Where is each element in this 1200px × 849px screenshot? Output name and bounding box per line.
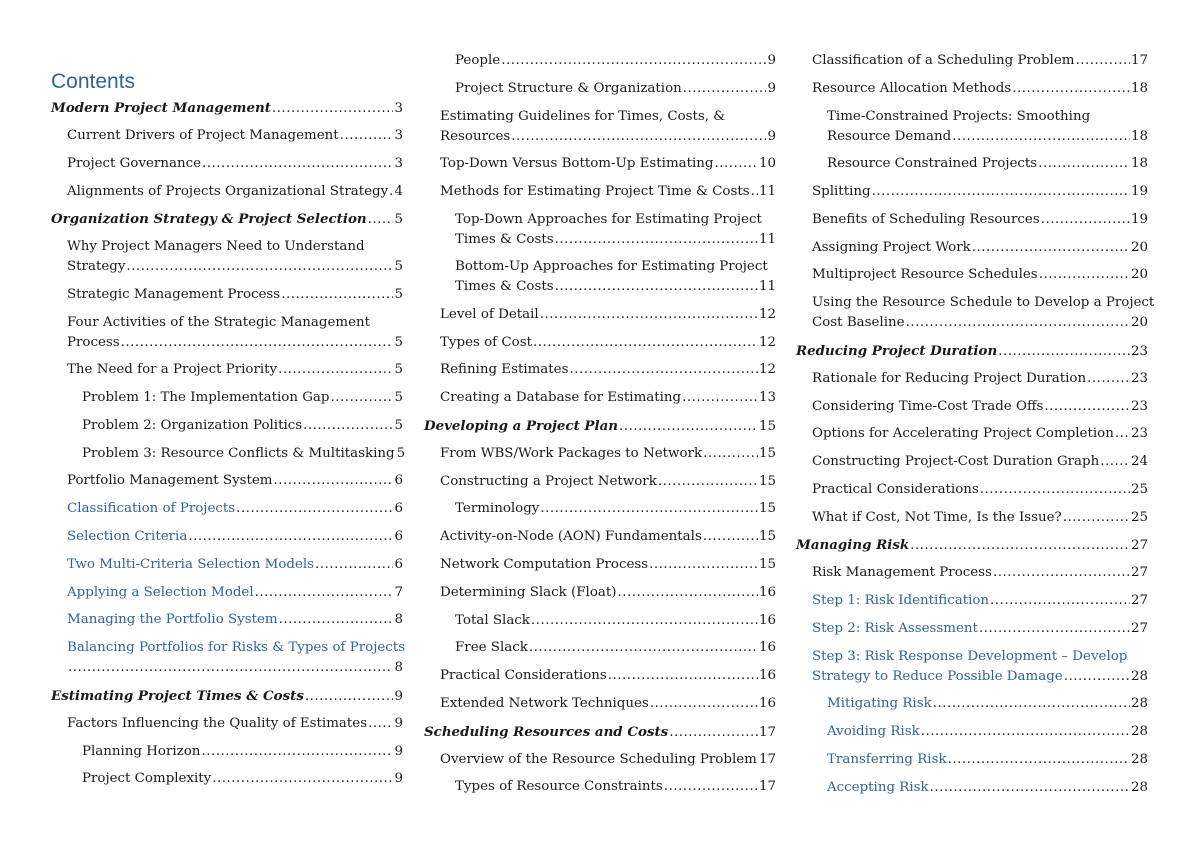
toc-entry bbox=[796, 397, 1148, 417]
toc-page-number: 5 bbox=[394, 259, 403, 274]
toc-page-number: 17 bbox=[758, 725, 776, 740]
toc-page-number: 5 bbox=[394, 335, 403, 350]
dot-leader bbox=[68, 658, 393, 678]
toc-entry[interactable] bbox=[51, 610, 403, 630]
toc-entry-title: From WBS/Work Packages to Network bbox=[440, 446, 703, 461]
toc-page-number: 6 bbox=[394, 501, 403, 516]
toc-entry-title: Managing the Portfolio System bbox=[67, 612, 278, 627]
toc-entry-title-line1: Top-Down Approaches for Estimating Project bbox=[455, 212, 762, 227]
toc-entry bbox=[424, 107, 776, 147]
toc-page-number: 27 bbox=[1130, 621, 1148, 636]
toc-entry bbox=[424, 360, 776, 380]
toc-entry-title: What if Cost, Not Time, Is the Issue? bbox=[812, 510, 1062, 525]
toc-entry-title: Cost Baseline bbox=[812, 315, 905, 330]
toc-entry bbox=[51, 313, 403, 353]
dot-leader bbox=[906, 313, 1130, 333]
toc-page-number: 6 bbox=[394, 529, 403, 544]
dot-leader bbox=[555, 277, 758, 297]
toc-page-number: 9 bbox=[394, 771, 403, 786]
toc-entry-title: Resource Constrained Projects bbox=[827, 156, 1038, 171]
toc-page-number: 20 bbox=[1130, 240, 1148, 255]
toc-page-number: 9 bbox=[394, 716, 403, 731]
toc-entry bbox=[51, 237, 403, 277]
dot-leader bbox=[658, 472, 758, 492]
toc-entry bbox=[796, 480, 1148, 500]
dot-leader bbox=[921, 722, 1130, 742]
dot-leader bbox=[910, 535, 1130, 556]
toc-entry-title: Level of Detail bbox=[440, 307, 539, 322]
toc-entry bbox=[796, 79, 1148, 99]
toc-entry-title: Step 2: Risk Assessment bbox=[812, 621, 978, 636]
toc-page-number: 11 bbox=[758, 279, 776, 294]
dot-leader bbox=[272, 98, 394, 119]
dot-leader bbox=[511, 127, 766, 147]
toc-entry bbox=[424, 416, 776, 437]
toc-entry bbox=[51, 769, 403, 789]
toc-entry-title: Two Multi-Criteria Selection Models bbox=[67, 557, 315, 572]
toc-entry-title-line1: Why Project Managers Need to Understand bbox=[67, 239, 365, 254]
toc-entry bbox=[796, 265, 1148, 285]
toc-entry-title: People bbox=[455, 53, 501, 68]
dot-leader bbox=[1044, 397, 1130, 417]
toc-entry bbox=[424, 527, 776, 547]
toc-entry-title: Refining Estimates bbox=[440, 362, 569, 377]
toc-entry bbox=[796, 369, 1148, 389]
toc-entry bbox=[51, 686, 403, 707]
toc-page-number: 9 bbox=[767, 53, 776, 68]
toc-entry-title: Methods for Estimating Project Time & Costs bbox=[440, 184, 750, 199]
toc-page-number: 15 bbox=[758, 419, 776, 434]
dot-leader bbox=[305, 686, 394, 707]
toc-page-number: 18 bbox=[1130, 129, 1148, 144]
toc-entry bbox=[51, 98, 403, 119]
toc-entry-title: Project Complexity bbox=[82, 771, 212, 786]
toc-entry bbox=[796, 107, 1148, 147]
toc-entry-title: Strategy bbox=[67, 259, 126, 274]
toc-page-number: 23 bbox=[1130, 371, 1148, 386]
toc-page-number: 3 bbox=[394, 128, 403, 143]
toc-entry-title: Avoiding Risk bbox=[827, 724, 920, 739]
toc-entry[interactable] bbox=[51, 555, 403, 575]
toc-entry bbox=[424, 305, 776, 325]
toc-entry-title-line1: Bottom-Up Approaches for Estimating Project bbox=[455, 259, 768, 274]
toc-entry-title: Applying a Selection Model bbox=[67, 585, 254, 600]
toc-entry-title-line1: Estimating Guidelines for Times, Costs, & bbox=[440, 109, 726, 124]
toc-page-number: 20 bbox=[1130, 315, 1148, 330]
dot-leader bbox=[608, 666, 758, 686]
toc-entry bbox=[796, 182, 1148, 202]
toc-entry bbox=[51, 714, 403, 734]
toc-page-number: 23 bbox=[1130, 344, 1148, 359]
toc-entry-title: Network Computation Process bbox=[440, 557, 649, 572]
toc-entry bbox=[796, 341, 1148, 362]
toc-entry bbox=[51, 742, 403, 762]
toc-entry bbox=[424, 638, 776, 658]
dot-leader bbox=[664, 777, 758, 797]
dot-leader bbox=[330, 388, 393, 408]
toc-entry-title: Determining Slack (Float) bbox=[440, 585, 617, 600]
toc-page-number: 12 bbox=[758, 307, 776, 322]
toc-page-number: 16 bbox=[758, 640, 776, 655]
dot-leader bbox=[972, 238, 1130, 258]
toc-entry-title: Creating a Database for Estimating bbox=[440, 390, 682, 405]
toc-entry bbox=[51, 444, 406, 464]
dot-leader bbox=[279, 610, 394, 630]
dot-leader bbox=[278, 360, 393, 380]
toc-entry-title-line1: Four Activities of the Strategic Management bbox=[67, 315, 371, 330]
toc-entry-title: Resource Demand bbox=[827, 129, 952, 144]
toc-entry-title: Overview of the Resource Scheduling Problem bbox=[440, 752, 757, 767]
dot-leader bbox=[715, 154, 758, 174]
dot-leader bbox=[368, 209, 394, 230]
dot-leader bbox=[531, 611, 758, 631]
toc-entry-title: Constructing Project-Cost Duration Graph bbox=[812, 454, 1100, 469]
dot-leader bbox=[540, 499, 758, 519]
dot-leader bbox=[1100, 452, 1130, 472]
dot-leader bbox=[1012, 79, 1130, 99]
toc-page-number: 5 bbox=[394, 212, 403, 227]
toc-page-number: 5 bbox=[396, 446, 406, 461]
dot-leader bbox=[255, 583, 394, 603]
toc-page-number: 5 bbox=[394, 390, 403, 405]
toc-page-number: 19 bbox=[1130, 212, 1148, 227]
toc-entry-title: Practical Considerations bbox=[440, 668, 607, 683]
toc-page-number: 15 bbox=[758, 446, 776, 461]
dot-leader bbox=[540, 305, 758, 325]
toc-page-number: 27 bbox=[1130, 538, 1148, 553]
dot-leader bbox=[703, 527, 758, 547]
toc-page-number: 15 bbox=[758, 474, 776, 489]
dot-leader bbox=[751, 182, 758, 202]
toc-entry[interactable] bbox=[796, 647, 1148, 687]
dot-leader bbox=[121, 333, 394, 353]
toc-entry bbox=[424, 777, 776, 797]
toc-entry bbox=[424, 750, 776, 770]
toc-entry bbox=[796, 563, 1148, 583]
toc-entry-title: Practical Considerations bbox=[812, 482, 979, 497]
toc-entry bbox=[51, 388, 403, 408]
toc-entry-title: Types of Cost bbox=[440, 335, 532, 350]
toc-page-number: 11 bbox=[758, 232, 776, 247]
toc-entry-title: Modern Project Management bbox=[51, 100, 271, 116]
toc-page-number: 6 bbox=[394, 473, 403, 488]
toc-page-number: 9 bbox=[767, 129, 776, 144]
toc-entry-title: Strategic Management Process bbox=[67, 287, 281, 302]
toc-entry-title: Resource Allocation Methods bbox=[812, 81, 1012, 96]
toc-entry-title: Portfolio Management System bbox=[67, 473, 273, 488]
toc-entry-title: Estimating Project Times & Costs bbox=[51, 688, 304, 704]
toc-page-number: 23 bbox=[1130, 399, 1148, 414]
toc-page-number: 13 bbox=[758, 390, 776, 405]
toc-entry-title: Selection Criteria bbox=[67, 529, 188, 544]
dot-leader bbox=[872, 182, 1130, 202]
toc-page-number: 9 bbox=[394, 689, 403, 704]
toc-entry bbox=[424, 611, 776, 631]
toc-page-number: 8 bbox=[394, 612, 403, 627]
toc-page-number: 15 bbox=[758, 501, 776, 516]
toc-entry bbox=[424, 79, 776, 99]
dot-leader bbox=[529, 638, 758, 658]
toc-entry bbox=[796, 154, 1148, 174]
toc-entry bbox=[424, 182, 776, 202]
toc-entry[interactable] bbox=[51, 527, 403, 547]
toc-entry-title: Types of Resource Constraints bbox=[455, 779, 663, 794]
dot-leader bbox=[1039, 265, 1130, 285]
dot-leader bbox=[533, 333, 758, 353]
toc-entry bbox=[51, 471, 403, 491]
toc-entry-title: Constructing a Project Network bbox=[440, 474, 657, 489]
dot-leader bbox=[274, 471, 394, 491]
toc-entry bbox=[51, 285, 403, 305]
dot-leader bbox=[281, 285, 393, 305]
toc-entry-title: Process bbox=[67, 335, 120, 350]
toc-entry-title: Free Slack bbox=[455, 640, 528, 655]
toc-entry bbox=[424, 666, 776, 686]
toc-page-number: 4 bbox=[394, 184, 403, 199]
toc-entry bbox=[424, 722, 776, 743]
dot-leader bbox=[1041, 210, 1130, 230]
toc-page-number: 15 bbox=[758, 529, 776, 544]
toc-entry-title: Extended Network Techniques bbox=[440, 696, 649, 711]
dot-leader bbox=[650, 694, 758, 714]
dot-leader bbox=[236, 499, 393, 519]
dot-leader bbox=[930, 778, 1130, 798]
toc-entry-title-line1: Using the Resource Schedule to Develop a Project bbox=[812, 295, 1155, 310]
toc-page-number: 7 bbox=[394, 585, 403, 600]
toc-page-number: 27 bbox=[1130, 593, 1148, 608]
toc-entry-title: Problem 3: Resource Conflicts & Multitasking bbox=[82, 446, 395, 461]
dot-leader bbox=[501, 51, 766, 71]
toc-entry[interactable] bbox=[796, 694, 1148, 714]
toc-entry-title: Project Structure & Organization bbox=[455, 81, 682, 96]
dot-leader bbox=[212, 769, 393, 789]
toc-entry bbox=[51, 182, 403, 202]
toc-page-number: 23 bbox=[1130, 426, 1148, 441]
toc-entry[interactable] bbox=[796, 750, 1148, 770]
toc-entry-title: Current Drivers of Project Management bbox=[67, 128, 339, 143]
dot-leader bbox=[555, 230, 758, 250]
dot-leader bbox=[340, 126, 394, 146]
toc-entry bbox=[51, 416, 403, 436]
toc-entry-title: Accepting Risk bbox=[827, 780, 929, 795]
dot-leader bbox=[1064, 667, 1130, 687]
toc-entry bbox=[424, 583, 776, 603]
toc-entry-title: Alignments of Projects Organizational Strategy bbox=[67, 184, 389, 199]
toc-page-number: 28 bbox=[1130, 780, 1148, 795]
toc-page-number: 9 bbox=[394, 744, 403, 759]
dot-leader bbox=[368, 714, 393, 734]
dot-leader bbox=[1063, 508, 1130, 528]
toc-entry bbox=[424, 154, 776, 174]
toc-page-number: 11 bbox=[758, 184, 776, 199]
toc-page-number: 16 bbox=[758, 585, 776, 600]
toc-entry bbox=[796, 238, 1148, 258]
toc-entry bbox=[51, 154, 403, 174]
toc-entry[interactable] bbox=[796, 778, 1148, 798]
toc-page-number: 28 bbox=[1130, 724, 1148, 739]
toc-page-number: 12 bbox=[758, 335, 776, 350]
toc-entry bbox=[424, 333, 776, 353]
toc-entry-title: Splitting bbox=[812, 184, 871, 199]
toc-entry bbox=[796, 210, 1148, 230]
dot-leader bbox=[303, 416, 393, 436]
toc-entry[interactable] bbox=[796, 591, 1148, 611]
toc-page-number: 20 bbox=[1130, 267, 1148, 282]
toc-entry-title: Risk Management Process bbox=[812, 565, 992, 580]
toc-entry-title: Project Governance bbox=[67, 156, 201, 171]
toc-entry bbox=[796, 508, 1148, 528]
toc-entry-title: Terminology bbox=[455, 501, 540, 516]
dot-leader bbox=[126, 257, 393, 277]
toc-page-number: 28 bbox=[1130, 669, 1148, 684]
toc-entry bbox=[424, 444, 776, 464]
toc-entry-title: The Need for a Project Priority bbox=[67, 362, 278, 377]
toc-page-number: 17 bbox=[758, 779, 776, 794]
dot-leader bbox=[1115, 424, 1130, 444]
toc-entry-title: Managing Risk bbox=[796, 537, 910, 553]
toc-entry[interactable] bbox=[51, 583, 403, 603]
toc-entry-title-line1: Time-Constrained Projects: Smoothing bbox=[827, 109, 1091, 124]
toc-entry bbox=[424, 257, 776, 297]
toc-entry bbox=[424, 694, 776, 714]
toc-page-number: 5 bbox=[394, 287, 403, 302]
toc-entry-title: Scheduling Resources and Costs bbox=[424, 724, 669, 740]
toc-entry bbox=[424, 499, 776, 519]
dot-leader bbox=[980, 480, 1130, 500]
toc-page-number: 3 bbox=[394, 156, 403, 171]
toc-entry-title: Resources bbox=[440, 129, 511, 144]
toc-page-number: 18 bbox=[1130, 156, 1148, 171]
toc-entry bbox=[424, 210, 776, 250]
toc-entry-title: Problem 2: Organization Politics bbox=[82, 418, 303, 433]
toc-page-number: 18 bbox=[1130, 81, 1148, 96]
toc-page-number: 8 bbox=[394, 660, 403, 675]
toc-entry-title: Rationale for Reducing Project Duration bbox=[812, 371, 1087, 386]
toc-entry-title: Factors Influencing the Quality of Estimates bbox=[67, 716, 368, 731]
toc-page-number: 12 bbox=[758, 362, 776, 377]
toc-page-number: 24 bbox=[1130, 454, 1148, 469]
toc-entry bbox=[424, 51, 776, 71]
toc-entry-title: Strategy to Reduce Possible Damage bbox=[812, 669, 1063, 684]
toc-entry bbox=[796, 452, 1148, 472]
toc-entry-title: Assigning Project Work bbox=[812, 240, 971, 255]
toc-page-number: 17 bbox=[1130, 53, 1148, 68]
toc-entry-title: Multiproject Resource Schedules bbox=[812, 267, 1038, 282]
dot-leader bbox=[1075, 51, 1129, 71]
toc-entry-title: Options for Accelerating Project Completion bbox=[812, 426, 1114, 441]
dot-leader bbox=[682, 388, 758, 408]
toc-entry bbox=[796, 51, 1148, 71]
toc-page-number: 9 bbox=[767, 81, 776, 96]
toc-entry-title: Times & Costs bbox=[455, 279, 554, 294]
toc-heading: Contents bbox=[51, 70, 136, 93]
dot-leader bbox=[1038, 154, 1130, 174]
dot-leader bbox=[617, 583, 757, 603]
toc-entry-title: Classification of a Scheduling Problem bbox=[812, 53, 1075, 68]
toc-page-number: 25 bbox=[1130, 510, 1148, 525]
toc-entry[interactable] bbox=[51, 499, 403, 519]
toc-page-number: 15 bbox=[758, 557, 776, 572]
toc-entry bbox=[796, 293, 1155, 333]
dot-leader bbox=[201, 742, 393, 762]
toc-entry-title: Step 1: Risk Identification bbox=[812, 593, 990, 608]
toc-entry-title: Total Slack bbox=[455, 613, 530, 628]
toc-page-number: 3 bbox=[394, 101, 403, 116]
toc-page-number: 5 bbox=[394, 418, 403, 433]
dot-leader bbox=[703, 444, 758, 464]
toc-entry[interactable] bbox=[51, 638, 406, 678]
dot-leader bbox=[188, 527, 393, 547]
toc-entry bbox=[424, 388, 776, 408]
dot-leader bbox=[202, 154, 393, 174]
dot-leader bbox=[1087, 369, 1130, 389]
dot-leader bbox=[569, 360, 757, 380]
toc-page-number: 6 bbox=[394, 557, 403, 572]
toc-entry-title: Transferring Risk bbox=[827, 752, 947, 767]
dot-leader bbox=[990, 591, 1130, 611]
dot-leader bbox=[669, 722, 758, 743]
dot-leader bbox=[998, 341, 1130, 362]
toc-entry-title: Reducing Project Duration bbox=[796, 343, 998, 359]
toc-entry-title: Considering Time-Cost Trade Offs bbox=[812, 399, 1044, 414]
toc-entry bbox=[51, 209, 403, 230]
toc-entry-title: Classification of Projects bbox=[67, 501, 236, 516]
dot-leader bbox=[979, 619, 1130, 639]
toc-entry bbox=[424, 555, 776, 575]
toc-entry-title: Times & Costs bbox=[455, 232, 554, 247]
toc-page-number: 25 bbox=[1130, 482, 1148, 497]
toc-entry bbox=[796, 424, 1148, 444]
toc-entry bbox=[51, 126, 403, 146]
toc-entry-title-line1: Balancing Portfolios for Risks & Types of Projects bbox=[67, 640, 406, 655]
toc-entry bbox=[796, 535, 1148, 556]
toc-page-number: 16 bbox=[758, 613, 776, 628]
toc-page-number: 28 bbox=[1130, 696, 1148, 711]
toc-entry bbox=[424, 472, 776, 492]
toc-entry-title: Organization Strategy & Project Selection bbox=[51, 211, 367, 227]
toc-entry-title: Benefits of Scheduling Resources bbox=[812, 212, 1040, 227]
toc-entry-title-line1: Step 3: Risk Response Development – Develop bbox=[812, 649, 1128, 664]
toc-entry[interactable] bbox=[796, 722, 1148, 742]
dot-leader bbox=[948, 750, 1130, 770]
dot-leader bbox=[389, 182, 393, 202]
dot-leader bbox=[933, 694, 1130, 714]
toc-entry-title: Problem 1: The Implementation Gap bbox=[82, 390, 330, 405]
toc-page-number: 17 bbox=[758, 752, 776, 767]
toc-entry[interactable] bbox=[796, 619, 1148, 639]
toc-entry-title: Top-Down Versus Bottom-Up Estimating bbox=[440, 156, 714, 171]
toc-page-number: 27 bbox=[1130, 565, 1148, 580]
dot-leader bbox=[649, 555, 758, 575]
toc-entry-title: Developing a Project Plan bbox=[424, 418, 618, 434]
toc-entry-title: Mitigating Risk bbox=[827, 696, 932, 711]
dot-leader bbox=[993, 563, 1130, 583]
dot-leader bbox=[315, 555, 393, 575]
toc-page-number: 19 bbox=[1130, 184, 1148, 199]
toc-page-number: 10 bbox=[758, 156, 776, 171]
dot-leader bbox=[952, 127, 1130, 147]
toc-page-number: 28 bbox=[1130, 752, 1148, 767]
toc-page-number: 16 bbox=[758, 668, 776, 683]
toc-page-number: 16 bbox=[758, 696, 776, 711]
toc-page-number: 5 bbox=[394, 362, 403, 377]
dot-leader bbox=[683, 79, 767, 99]
dot-leader bbox=[619, 416, 758, 437]
toc-entry-title: Planning Horizon bbox=[82, 744, 201, 759]
toc-entry-title: Activity-on-Node (AON) Fundamentals bbox=[440, 529, 702, 544]
toc-entry bbox=[51, 360, 403, 380]
